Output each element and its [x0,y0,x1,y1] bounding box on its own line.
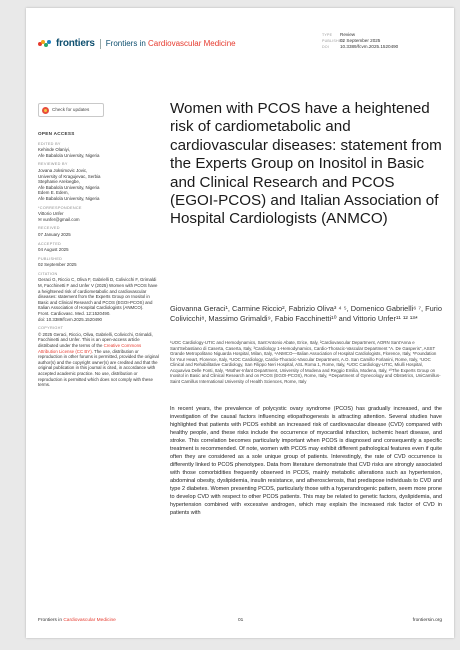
copyright-pre: © 2025 Geraci, Riccio, Oliva, Gabrielli, Colivicchi, Grimaldi, Facchinetti and Unfer. This is an open-access article distributed under the terms of the [38,331,153,348]
citation [38,272,160,322]
published-value: 02 September 2025 [340,38,381,43]
check-updates-label: Check for updates [52,107,90,113]
published-label: PUBLISHED [38,256,63,261]
affiliations: ¹UOC Cardiology-UTIC and Hemodynamics, Sant'Antonio Abate, Erice, Italy, ²Cardiovascular Department, AORN Sant'Anna e Sant'Sebastiano di Caserta, Caserta, Italy, ³Cardiology 1-Hemodynamics, Cardio-Thoracic-Vascular Department "A. De Gasperis", ASST Grande Metropolitano Niguarda Hospital, Milan, Italy, ⁴ANMCO—Italian Association of Hospital Cardiologists, Florence, Italy, ⁵Foundation for Your Heart, Florence, Italy, ⁶UOC Cardiology, Cardio-Thoracic-Vascular Department, A.O. San Camillo Forlanini, Rome, Italy, ⁷UOC Clinical and Rehabilitative Cardiology, San Filippo Neri Hospital, ASL Roma 1, Rome, Italy, ⁸UOC Cardiology-UTIC, Miulli Hospital, Acquaviva Delle Fonti, Italy, ⁹Mother-Infant Department, University of Modena and Reggio Emilia, Modena, Italy, ¹⁰The Experts Group on Inositol in Basic and Clinical Research and on PCOS (EGOI-PCOS), Rome, Italy, ¹¹Department of Gynecology and Obstetrics, UniCamillus-Saint Camillus International University of Health Sciences, Rome, Italy [170,340,441,384]
received-label: RECEIVED [38,226,60,231]
page-header [38,32,442,58]
correspondence-email[interactable] [38,217,160,223]
doi-value[interactable]: 10.3389/fcvm.2025.1520490 [340,44,399,49]
accepted-date: 04 August 2025 [38,247,69,253]
published-label: PUBLISHED [322,39,345,43]
type-value: Review [340,32,356,37]
reviewer-name: Jovana Joksimovic Jovic, [38,167,88,173]
reviewer-name: Edem E. Edem, [38,190,69,196]
copyright [38,326,160,388]
journal-name[interactable] [106,39,236,48]
license-link[interactable]: Creative Commons Attribution License (CC BY) [38,343,142,354]
header-divider [100,39,101,49]
editor-name: Kehinde Olaniyi, [38,147,70,153]
doi-label: DOI [322,45,329,49]
email-address: vunfer@gmail.com [42,216,80,222]
dates [38,226,160,268]
footer-site-link[interactable]: frontiersin.org [412,618,442,623]
citation-journal: Front. Cardiovasc. Med. 12:1520490. [38,311,111,317]
left-sidebar [38,103,160,391]
frontiers-logo[interactable] [38,38,236,49]
citation-doi[interactable]: doi: 10.3389/fcvm.2025.1520490 [38,316,102,322]
page-number: 01 [238,618,244,623]
reviewer-affiliation: University of Kragujevac, Serbia [38,173,101,179]
article-page [26,8,454,638]
edited-by-label: EDITED BY [38,141,61,146]
reviewed-by-label: REVIEWED BY [38,162,68,167]
check-updates-icon [42,107,49,114]
abstract-text: In recent years, the prevalence of polycystic ovary syndrome (PCOS) has gradually increased, and the investigation of the causal factors influencing etiopathogenesis is attracting attention. Several studies have highlighted that patients with PCOS exhibit an increased risk of cardiovascular disease (CVD) compared with healthy people, and these risks include the occurrence of myocardial infarction, ischemic heart disease, and stroke. This correlation becomes particularly important when PCOS is diagnosed and consequently a specific treatment is recommended. Of note, women with PCOS may exhibit different pathological features even if quite often they are considered as a sole unique group of patients. Interestingly, the rate of CVD occurrence is differently linked to PCOS phenotypes. Data from literature demonstrate that CVD risks are strongly associated with those comorbidities frequently observed in PCOS, mainly metabolic alterations such as hypertension, abdominal obesity, dyslipidemia, insulin resistance, and atherosclerosis, that predispose individuals to CVD and type 2 diabetes. Women presenting PCOS, particularly those with a hyperandrogenic pattern, seem more prone to develop CVD with respect to other PCOS patients. This may be related to genetic factors, dyslipidemia, and hypertension combined with excessive androgen, which may explain the increased risk factor of CVD in patients with [170,406,442,516]
citation-text: Geraci G, Riccio C, Oliva F, Gabrielli D, Colivicchi F, Grimaldi M, Facchinetti F and Unfer V (2025) Women with PCOS have a heightened risk of cardiometabolic and cardiovascular diseases: statement from the Experts Group on Inositol in Basic and Clinical Research and PCOS (EGOI-PCOS) and Italian Association of Hospital Cardiologists (ANMCO). [38,277,158,311]
logo-text: frontiers [56,38,95,49]
footer-journal[interactable] [38,618,116,623]
correspondence [38,206,160,223]
journal-accent: Cardiovascular Medicine [148,39,236,48]
copyright-post: . The use, distribution or reproduction in other forums is permitted, provided the original author(s) and the copyright owner(s) are credited and that the original publication in this journal is cited, in accordance with accepted academic practice. No use, distribution or reproduction is permitted which does not comply with these terms. [38,348,159,388]
journal-prefix: Frontiers in [105,39,148,48]
footer-journal-accent: Cardiovascular Medicine [63,618,116,623]
email-icon: ✉ [38,216,43,222]
article-title: Women with PCOS have a heightened risk of cardiometabolic and cardiovascular diseases: statement from the Experts Group on Inositol in Basic and Clinical Research and PCOS (EGOI-PCOS) and Italian Association of Hospital Cardiologists (ANMCO) [170,100,442,228]
copyright-text [38,332,160,388]
open-access-label: OPEN ACCESS [38,131,75,136]
reviewed-by [38,162,160,201]
accepted-label: ACCEPTED [38,241,62,246]
article-meta [322,32,442,50]
editor-affiliation: Afe Babalola University, Nigeria [38,152,100,158]
copyright-label: COPYRIGHT [38,326,64,331]
footer-journal-prefix: Frontiers in [38,618,64,623]
check-updates-button[interactable] [38,103,104,117]
edited-by [38,142,160,159]
reviewer-name: Stephanie Areloegbe, [38,179,80,185]
published-date: 02 September 2025 [38,262,77,268]
author-list: Giovanna Geraci¹, Carmine Riccio², Fabrizio Oliva³ ⁴ ⁵, Domenico Gabrielli⁶ ⁷, Furio Colivicchi⁸, Massimo Grimaldi⁹, Fabio Facchinetti¹⁰ and Vittorio Unfer¹¹ ¹² ¹³* [170,304,442,324]
correspondence-label: *CORRESPONDENCE [38,205,82,210]
citation-label: CITATION [38,271,58,276]
correspondence-name: Vittorio Unfer [38,211,64,217]
frontiers-logo-icon [38,39,54,49]
page-footer [38,618,442,626]
reviewer-affiliation: Afe Babalola University, Nigeria [38,195,100,201]
type-label: TYPE [322,33,333,37]
received-date: 07 January 2025 [38,231,71,237]
reviewer-affiliation: Afe Babalola University, Nigeria [38,184,100,190]
